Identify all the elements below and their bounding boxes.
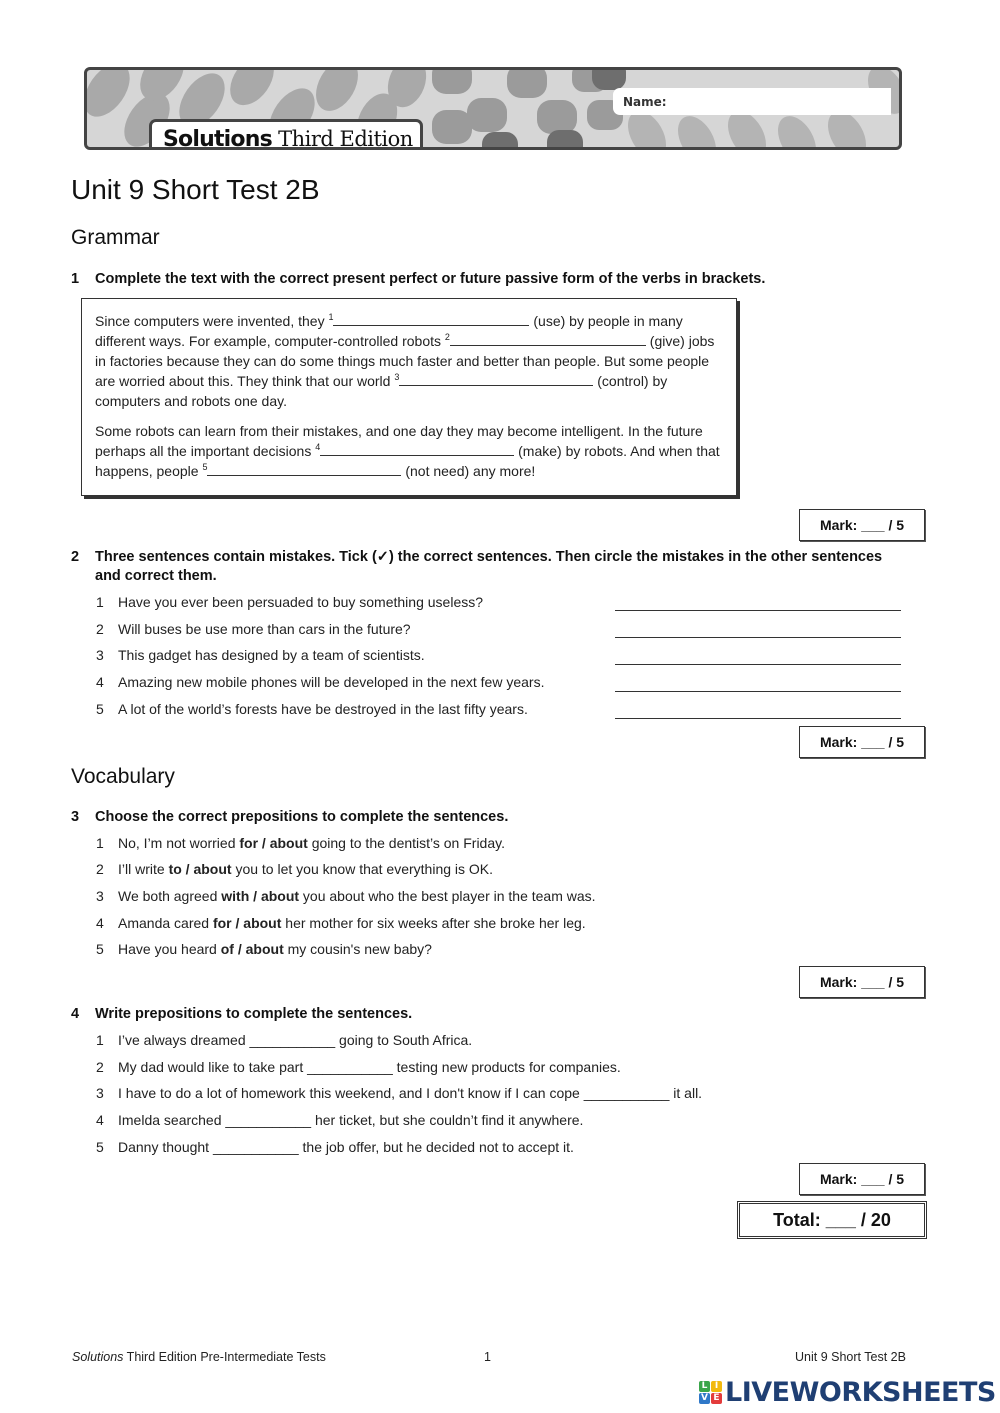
- question-4-instruction: [71, 1005, 891, 1024]
- list-item: 3 This gadget has designed by a team of scientists.: [96, 647, 425, 663]
- list-item: 5 Danny thought ___________ the job offer, but he decided not to accept it.: [96, 1139, 574, 1155]
- list-item: 2 My dad would like to take part ___________ testing new products for companies.: [96, 1059, 621, 1075]
- gap-number-1: 1: [328, 312, 334, 322]
- list-item: 2 Will buses be use more than cars in the future?: [96, 621, 411, 637]
- question-1-instruction: [71, 270, 931, 289]
- answer-line-2[interactable]: [615, 621, 901, 638]
- list-item: 3 I have to do a lot of homework this weekend, and I don't know if I can cope ___________ it all.: [96, 1085, 703, 1101]
- option-2[interactable]: about: [245, 941, 284, 957]
- list-item: 4 Amazing new mobile phones will be developed in the next few years.: [96, 674, 545, 690]
- gap-2-input[interactable]: [450, 331, 646, 346]
- mark-box-q2[interactable]: Mark: ___ / 5: [799, 726, 925, 758]
- question-number: 4: [71, 1006, 80, 1022]
- option-1[interactable]: with: [221, 888, 250, 904]
- section-title-grammar: Grammar: [71, 226, 160, 249]
- instruction-text: Write prepositions to complete the sentences.: [95, 1006, 413, 1022]
- mark-box-q4[interactable]: Mark: ___ / 5: [799, 1163, 925, 1195]
- question-number: 2: [71, 549, 80, 565]
- gap-1-input[interactable]: [333, 311, 529, 326]
- brand-regular: Third Edition: [271, 127, 413, 150]
- name-label: Name:: [623, 95, 667, 109]
- blank-input[interactable]: ___________: [249, 1032, 336, 1048]
- option-2[interactable]: about: [260, 888, 300, 904]
- gap-number-3: 3: [394, 372, 400, 382]
- total-score-box[interactable]: Total: ___ / 20: [737, 1201, 927, 1239]
- liveworksheets-logo[interactable]: [699, 1376, 996, 1408]
- list-item: 5 A lot of the world’s forests have be destroyed in the last fifty years.: [96, 701, 528, 717]
- list-item: 1 Have you ever been persuaded to buy something useless?: [96, 594, 484, 610]
- option-2[interactable]: about: [269, 835, 308, 851]
- list-item: 5 Have you heard of / about my cousin's new baby?: [96, 941, 432, 957]
- footer-left: Solutions Third Edition Pre-Intermediate Tests: [72, 1350, 326, 1364]
- instruction-text: Three sentences contain mistakes. Tick (✓) the correct sentences. Then circle the mistakes in the other sentences and correct them.: [95, 549, 883, 584]
- passage-paragraph-2: Some robots can learn from their mistakes, and one day they may become intelligent. In the future perhaps all the important decisions $^4$ (make) by robots. And when that happens, people $^5$ (not need) any more!: [95, 423, 720, 479]
- gap-5-input[interactable]: [207, 461, 401, 476]
- option-1[interactable]: to: [168, 861, 182, 877]
- blank-input[interactable]: ___________: [212, 1139, 299, 1155]
- live-tiles-icon: L I V E: [699, 1381, 722, 1404]
- mark-box-q1[interactable]: Mark: ___ / 5: [799, 509, 925, 541]
- list-item: 1 No, I’m not worried for / about going to the dentist’s on Friday.: [96, 835, 505, 851]
- option-2[interactable]: about: [193, 861, 232, 877]
- list-item: 4 Amanda cared for / about her mother for six weeks after she broke her leg.: [96, 915, 586, 931]
- gap-4-input[interactable]: [320, 441, 514, 456]
- question-3-instruction: [71, 808, 891, 827]
- header-banner: [84, 67, 902, 150]
- logo-text: LIVEWORKSHEETS: [725, 1376, 996, 1408]
- gap-3-input[interactable]: [399, 371, 593, 386]
- brand-logo: [149, 119, 423, 150]
- list-item: 1 I’ve always dreamed ___________ going to South Africa.: [96, 1032, 473, 1048]
- instruction-text: Choose the correct prepositions to complete the sentences.: [95, 809, 509, 825]
- page-title: Unit 9 Short Test 2B: [71, 174, 320, 205]
- option-1[interactable]: for: [239, 835, 259, 851]
- gap-number-2: 2: [444, 332, 450, 342]
- passage-paragraph-1: Since computers were invented, they $^1$ (use) by people in many different ways. For example, computer-controlled robots $^2$ (give) jobs in factories because they can do some things much faster and better than people. But some people are worried about this. They think that our world $^3$ (control) by computers and robots one day.: [95, 312, 715, 409]
- question-number: 3: [71, 809, 80, 825]
- brand-bold: Solutions: [163, 127, 272, 150]
- gap-fill-passage: [81, 298, 737, 496]
- blank-input[interactable]: ___________: [307, 1059, 393, 1075]
- answer-line-5[interactable]: [615, 702, 901, 719]
- instruction-text: Complete the text with the correct present perfect or future passive form of the verbs in brackets.: [95, 271, 766, 287]
- gap-number-4: 4: [315, 442, 321, 452]
- gap-number-5: 5: [202, 462, 208, 472]
- mark-box-q3[interactable]: Mark: ___ / 5: [799, 966, 925, 998]
- answer-line-3[interactable]: [615, 648, 901, 665]
- option-2[interactable]: about: [243, 915, 282, 931]
- list-item: 4 Imelda searched ___________ her ticket, but she couldn’t find it anywhere.: [96, 1112, 584, 1128]
- option-1[interactable]: for: [212, 915, 232, 931]
- blank-input[interactable]: ___________: [225, 1112, 312, 1128]
- name-field[interactable]: [613, 88, 891, 115]
- option-1[interactable]: of: [220, 941, 234, 957]
- list-item: 2 I’ll write to / about you to let you know that everything is OK.: [96, 861, 494, 877]
- footer-right: Unit 9 Short Test 2B: [795, 1350, 906, 1364]
- blank-input[interactable]: ___________: [583, 1085, 670, 1101]
- list-item: 3 We both agreed with / about you about who the best player in the team was.: [96, 888, 596, 904]
- section-title-vocabulary: Vocabulary: [71, 765, 175, 788]
- question-number: 1: [71, 271, 80, 287]
- page-number: 1: [484, 1350, 491, 1364]
- question-2-instruction: [71, 548, 891, 586]
- answer-line-1[interactable]: [615, 594, 901, 611]
- answer-line-4[interactable]: [615, 675, 901, 692]
